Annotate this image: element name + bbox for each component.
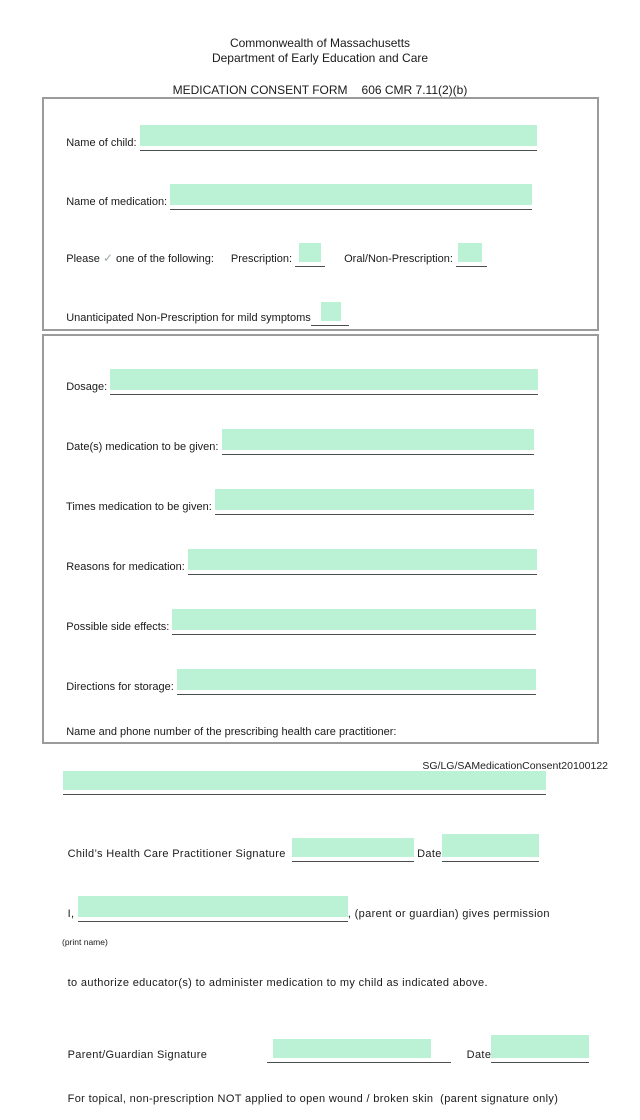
times-row bbox=[54, 475, 591, 529]
practitioner-date-label: Date bbox=[417, 848, 442, 860]
reasons-label: Reasons for medication: bbox=[66, 561, 188, 573]
parent-date-field[interactable] bbox=[491, 1035, 589, 1063]
practitioner-date-field[interactable] bbox=[442, 834, 539, 862]
practitioner-signature-label: Child’s Health Care Practitioner Signature bbox=[67, 848, 290, 860]
parent-guardian-text: , (parent or guardian) gives permission bbox=[347, 908, 550, 920]
topical-note-row bbox=[54, 1078, 591, 1120]
topical-note: For topical, non-prescription NOT applied to open wound / broken skin (parent signature only) bbox=[67, 1093, 559, 1105]
practitioner-name-phone-field[interactable] bbox=[63, 771, 546, 795]
practitioner-label: Name and phone number of the prescribing health care practitioner: bbox=[66, 726, 397, 738]
form-title-row bbox=[0, 83, 640, 97]
dates-label: Date(s) medication to be given: bbox=[66, 441, 222, 453]
reasons-field[interactable] bbox=[188, 549, 537, 575]
please-rest-label: one of the following: bbox=[113, 253, 214, 265]
dates-field[interactable] bbox=[222, 429, 534, 455]
prescription-checkbox-field[interactable] bbox=[295, 243, 325, 267]
name-of-medication-label: Name of medication: bbox=[66, 196, 171, 208]
i-label: I, bbox=[67, 908, 78, 920]
practitioner-signature-field[interactable] bbox=[292, 838, 414, 862]
dates-row bbox=[54, 415, 591, 469]
unanticipated-row bbox=[54, 288, 591, 340]
parent-print-name-field[interactable] bbox=[78, 896, 348, 922]
org-name: Commonwealth of Massachusetts bbox=[229, 36, 411, 50]
form-code: 606 CMR 7.11(2)(b) bbox=[361, 83, 468, 97]
dosage-row bbox=[54, 355, 591, 409]
authorize-row bbox=[54, 962, 591, 1004]
org-department: Department of Early Education and Care bbox=[211, 51, 429, 65]
oral-non-prescription-label: Oral/Non-Prescription: bbox=[344, 253, 456, 265]
practitioner-label-row bbox=[54, 711, 591, 753]
parent-name-row bbox=[54, 882, 591, 936]
oral-non-prescription-checkbox-field[interactable] bbox=[456, 243, 487, 267]
storage-label: Directions for storage: bbox=[66, 681, 177, 693]
name-of-medication-row bbox=[54, 170, 591, 224]
unanticipated-label: Unanticipated Non-Prescription for mild symptoms bbox=[66, 312, 311, 324]
parent-date-label: Date bbox=[463, 1049, 492, 1061]
name-of-medication-field[interactable] bbox=[170, 184, 532, 210]
name-of-child-label: Name of child: bbox=[66, 137, 140, 149]
dosage-label: Dosage: bbox=[66, 381, 111, 393]
document-code: SG/LG/SAMedicationConsent20100122 bbox=[422, 760, 608, 772]
times-field[interactable] bbox=[215, 489, 534, 515]
section-medication-identification bbox=[42, 97, 599, 331]
name-of-child-row bbox=[54, 111, 591, 165]
check-icon: ✓ bbox=[102, 251, 113, 265]
unanticipated-checkbox-field[interactable] bbox=[311, 302, 349, 326]
reasons-row bbox=[54, 535, 591, 589]
side-effects-field[interactable] bbox=[172, 609, 536, 635]
parent-signature-row bbox=[54, 1021, 591, 1077]
document-header bbox=[0, 36, 640, 66]
name-of-child-field[interactable] bbox=[140, 125, 537, 151]
parent-signature-field[interactable] bbox=[267, 1039, 451, 1063]
side-effects-row bbox=[54, 595, 591, 649]
side-effects-label: Possible side effects: bbox=[66, 621, 173, 633]
storage-row bbox=[54, 655, 591, 709]
form-title: MEDICATION CONSENT FORM bbox=[172, 83, 348, 97]
dosage-field[interactable] bbox=[110, 369, 538, 395]
prescription-label: Prescription: bbox=[230, 253, 296, 265]
please-label: Please bbox=[66, 253, 103, 265]
practitioner-signature-row bbox=[54, 820, 591, 876]
parent-signature-label: Parent/Guardian Signature bbox=[67, 1049, 208, 1061]
storage-field[interactable] bbox=[177, 669, 536, 695]
print-name-hint: (print name) bbox=[62, 937, 108, 947]
times-label: Times medication to be given: bbox=[66, 501, 215, 513]
medication-type-row bbox=[54, 229, 591, 281]
authorize-text: to authorize educator(s) to administer medication to my child as indicated above. bbox=[67, 977, 488, 989]
